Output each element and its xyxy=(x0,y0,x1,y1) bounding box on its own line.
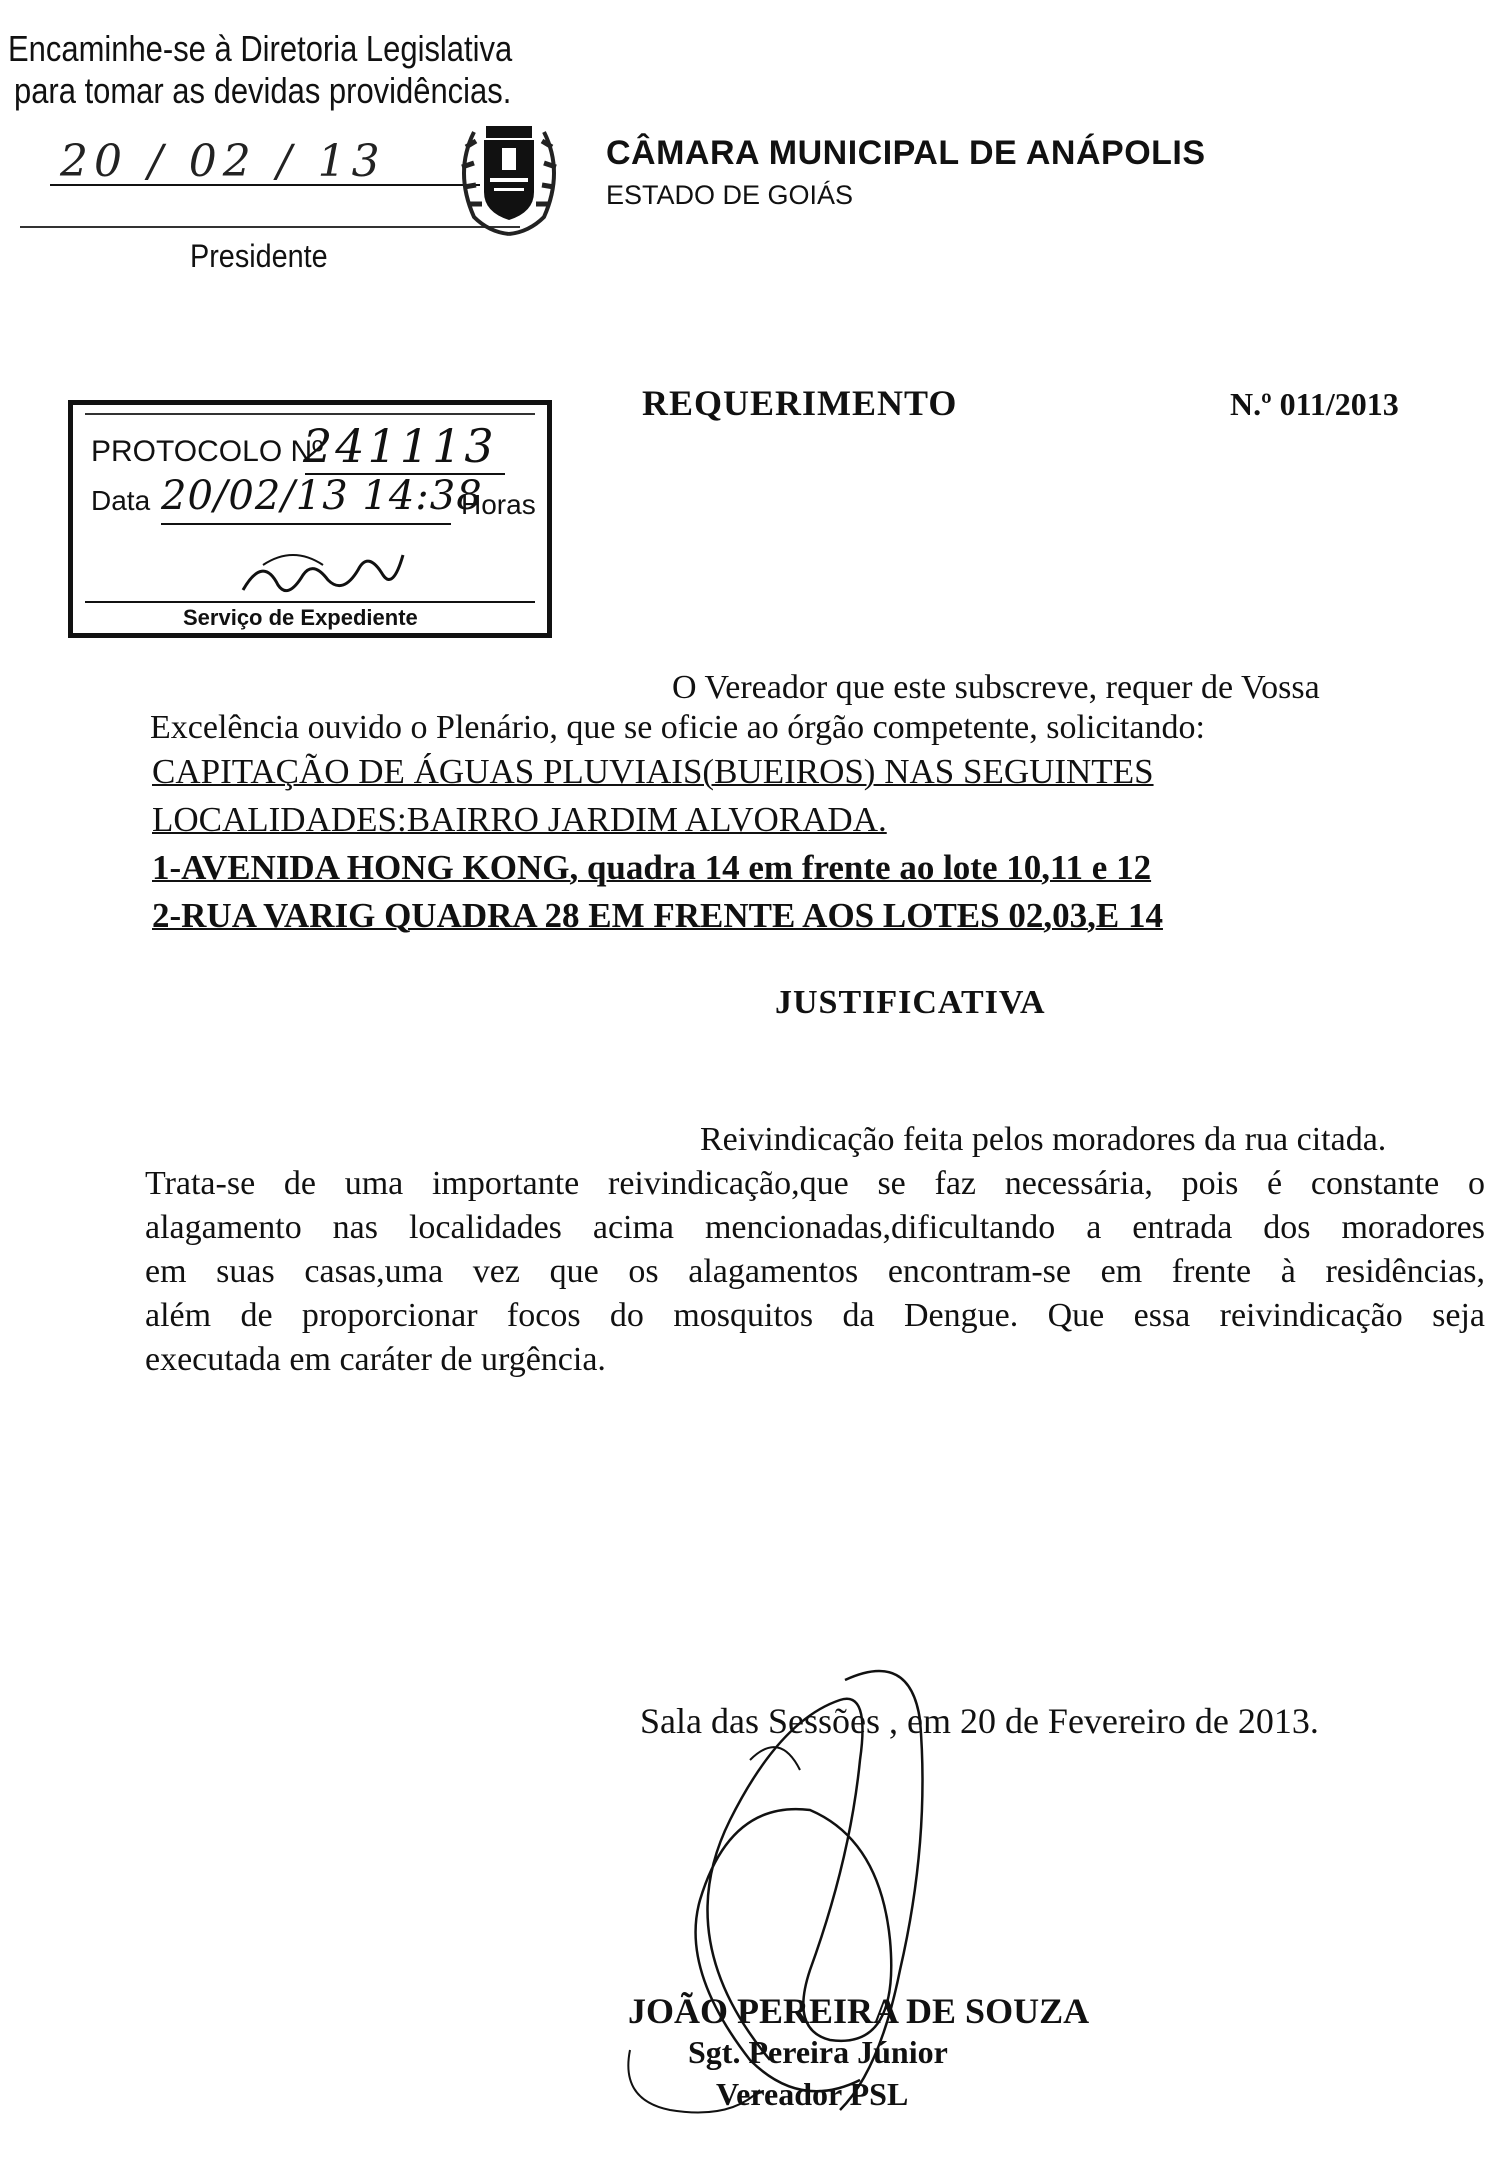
justification-line: Trata-se de uma importante reivindicação,que se faz necessária, pois é constante o xyxy=(145,1165,1485,1202)
document-number: N.º 011/2013 xyxy=(1230,386,1399,422)
stamp-inner-border xyxy=(85,413,535,415)
coat-of-arms-icon xyxy=(444,112,574,242)
justification-line: alagamento nas localidades acima mencionadas,dificultando a entrada dos moradores xyxy=(145,1209,1485,1246)
intro-line-2: Excelência ouvido o Plenário, que se oficie ao órgão competente, solicitando: xyxy=(150,709,1205,746)
protocol-stamp xyxy=(68,400,552,638)
dispatch-note-line-2: para tomar as devidas providências. xyxy=(14,70,512,111)
stamp-signature-scribble xyxy=(233,535,413,605)
justification-line: em suas casas,uma vez que os alagamentos encontram-se em frente à residências, xyxy=(145,1253,1485,1290)
document-title: REQUERIMENTO xyxy=(642,383,958,423)
justification-line: executada em caráter de urgência. xyxy=(145,1341,606,1378)
stamp-date-value: 20/02/13 14:38 xyxy=(161,473,483,519)
institution-name: CÂMARA MUNICIPAL DE ANÁPOLIS xyxy=(606,134,1206,172)
signer-name: JOÃO PEREIRA DE SOUZA xyxy=(628,1991,1090,2031)
stamp-date-underline xyxy=(161,523,451,525)
dispatch-note-line-1: Encaminhe-se à Diretoria Legislativa xyxy=(8,28,513,69)
justification-line: Reivindicação feita pelos moradores da rua citada. xyxy=(700,1121,1387,1158)
request-line: LOCALIDADES:BAIRRO JARDIM ALVORADA. xyxy=(152,800,887,839)
dispatch-signer-title: Presidente xyxy=(190,238,328,274)
request-line: CAPITAÇÃO DE ÁGUAS PLUVIAIS(BUEIROS) NAS SEGUINTES xyxy=(152,752,1154,791)
signer-alias: Sgt. Pereira Júnior xyxy=(688,2034,948,2070)
intro-line-1: O Vereador que este subscreve, requer de Vossa xyxy=(672,669,1320,706)
closing-place-date: Sala das Sessões , em 20 de Fevereiro de 2013. xyxy=(640,1701,1319,1741)
stamp-protocol-number: 241113 xyxy=(303,419,497,473)
request-line: 1-AVENIDA HONG KONG, quadra 14 em frente ao lote 10,11 e 12 xyxy=(152,848,1152,887)
stamp-protocol-label: PROTOCOLO Nº xyxy=(91,435,324,468)
stamp-service-label: Serviço de Expediente xyxy=(183,605,418,630)
justification-line: além de proporcionar focos do mosquitos da Dengue. Que essa reivindicação seja xyxy=(145,1297,1485,1334)
stamp-date-label: Data xyxy=(91,485,151,516)
justification-heading: JUSTIFICATIVA xyxy=(775,984,1046,1021)
stamp-hours-label: Horas xyxy=(461,489,536,520)
dispatch-handwritten-date: 20 / 02 / 13 xyxy=(60,136,386,187)
signer-role: Vereador PSL xyxy=(716,2076,909,2112)
request-line: 2-RUA VARIG QUADRA 28 EM FRENTE AOS LOTES 02,03,E 14 xyxy=(152,896,1163,935)
stamp-signature-line xyxy=(85,601,535,603)
state-name: ESTADO DE GOIÁS xyxy=(606,180,854,210)
dispatch-signature-line xyxy=(50,184,480,186)
